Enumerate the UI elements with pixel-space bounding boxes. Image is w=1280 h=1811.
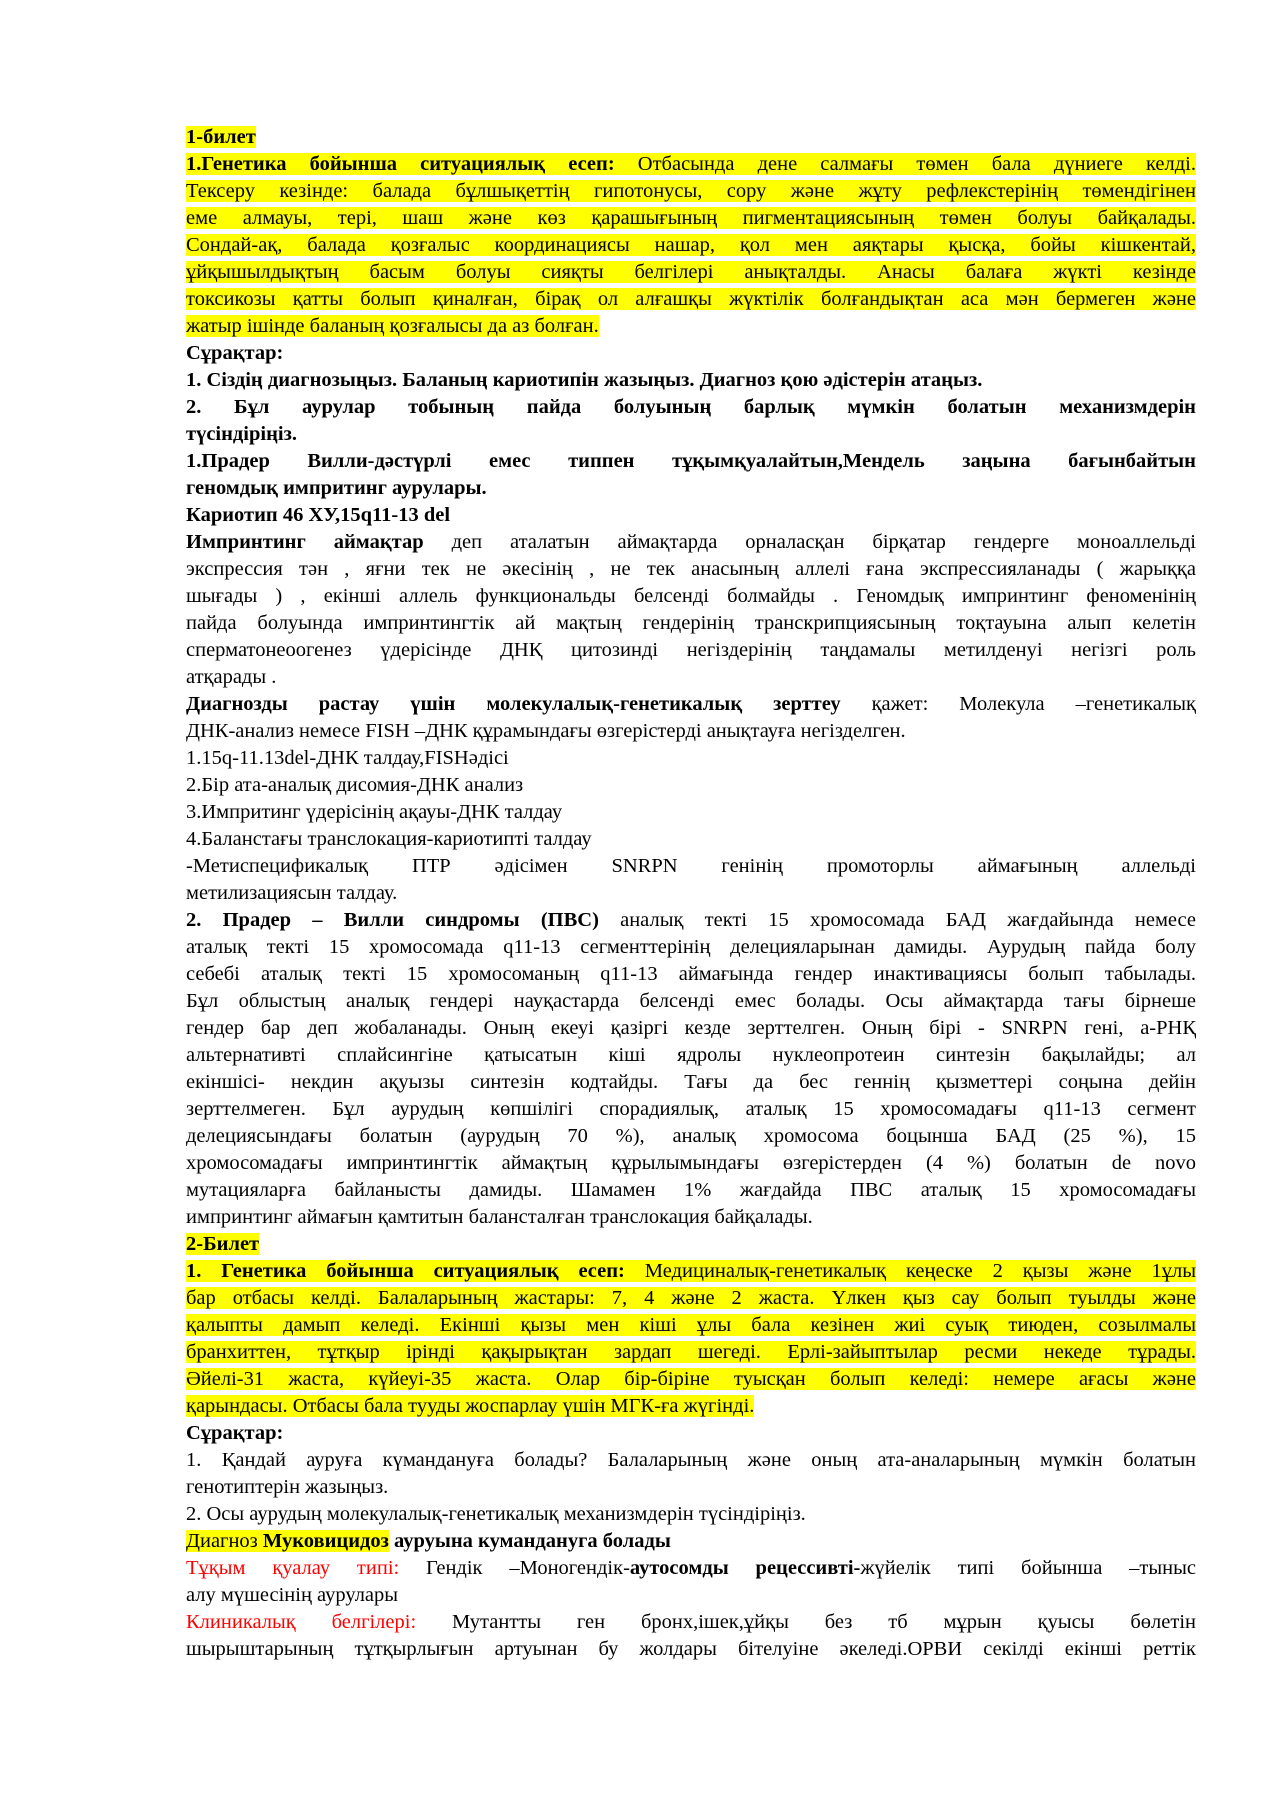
ticket1-question-line xyxy=(186,421,1196,448)
ticket2-task-line xyxy=(186,1366,1196,1393)
ticket2-diagnosis-disease: Муковицидоз xyxy=(262,1530,389,1552)
ticket1-karyotype-line xyxy=(186,502,1196,529)
ticket1-methyl-text: метилизациясын талдау. xyxy=(186,882,398,904)
ticket1-task-text: еме алмауы, тері, шаш және көз қарашығының пигментациясының төмен болуы байқалады. xyxy=(186,207,1196,229)
ticket1-imprinting-text: атқарады . xyxy=(186,666,277,688)
ticket1-title: 1-билет xyxy=(186,126,256,148)
ticket1-pws-line xyxy=(186,1069,1196,1096)
ticket1-questions-title-line xyxy=(186,340,1196,367)
ticket2-task-text: қарындасы. Отбасы бала тууды жоспарлау үшін МГК-ға жүгінді. xyxy=(186,1395,755,1417)
ticket2-question-line xyxy=(186,1501,1196,1528)
ticket2-task-text: бранхиттен, тұтқыр ірінді қақырықтан зардап шегеді. Ерлі-зайыптылар ресми некеде тұрады. xyxy=(186,1341,1196,1363)
ticket1-pws-line xyxy=(186,988,1196,1015)
ticket2-clinical-label: Клиникалық белгілері: xyxy=(186,1611,417,1633)
ticket2-title-line xyxy=(186,1231,1196,1258)
ticket1-pws-line xyxy=(186,1096,1196,1123)
ticket1-answer-heading-line xyxy=(186,448,1196,475)
ticket2-task-text: Әйелі-31 жаста, күйеуі-35 жаста. Олар бір-біріне туысқан болып келеді: немере ағасы және xyxy=(186,1368,1196,1390)
ticket1-diag-line xyxy=(186,718,1196,745)
ticket2-question: генотиптерін жазыңыз. xyxy=(186,1476,389,1498)
ticket2-questions-title-line xyxy=(186,1420,1196,1447)
ticket1-pws-line xyxy=(186,907,1196,934)
ticket1-imprinting-text: экспрессия тән , яғни тек не әкесінің , не тек анасының аллелі ғана экспрессияланады ( жарыққа xyxy=(186,558,1196,580)
ticket2-questions-title: Сұрақтар: xyxy=(186,1422,284,1444)
ticket1-diag-text: ДНК-анализ немесе FISH –ДНК құрамындағы өзгерістерді анықтауға негізделген. xyxy=(186,720,906,742)
ticket1-imprinting-line xyxy=(186,610,1196,637)
ticket1-task-line xyxy=(186,232,1196,259)
ticket2-question: 1. Қандай ауруға күмандануға болады? Балаларының және оның ата-аналарының мүмкін болатын xyxy=(186,1449,1196,1471)
ticket1-pws-text: себебі аталық текті 15 хромосоманың q11-13 аймағында гендер инактивациясы болып табылады. xyxy=(186,963,1196,985)
ticket1-imprinting-text: сперматонеоогенез үдерісінде ДНҚ цитозинді негіздерінің таңдамалы метилденуі негізгі роль xyxy=(186,639,1196,661)
ticket2-title: 2-Билет xyxy=(186,1233,260,1255)
ticket1-method-item xyxy=(186,772,1196,799)
ticket2-task-text: бар отбасы келді. Балаларының жастары: 7, 4 және 2 жаста. Үлкен қыз сау болып туылды және xyxy=(186,1287,1196,1309)
ticket2-clinical-line xyxy=(186,1609,1196,1636)
ticket1-question: 2. Бұл аурулар тобының пайда болуының барлық мүмкін болатын механизмдерін xyxy=(186,396,1196,418)
ticket1-method-item xyxy=(186,826,1196,853)
ticket2-clinical-text: Мутантты ген бронх,ішек,ұйқы без тб мұрын қуысы бөлетін xyxy=(416,1611,1196,1633)
ticket1-karyotype: Кариотип 46 ХУ,15q11-13 del xyxy=(186,504,451,526)
ticket1-question: 1. Сіздің диагнозыңыз. Баланың кариотипін жазыңыз. Диагноз қою әдістерін атаңыз. xyxy=(186,369,983,391)
ticket1-answer-heading: геномдық импритинг аурулары. xyxy=(186,477,487,499)
ticket1-imprinting-line xyxy=(186,664,1196,691)
ticket1-pws-line xyxy=(186,1204,1196,1231)
ticket1-method-item xyxy=(186,745,1196,772)
ticket1-diag-line xyxy=(186,691,1196,718)
ticket2-task-line xyxy=(186,1339,1196,1366)
ticket1-pws-text: екіншісі- некдин ақуызы синтезін кодтайды. Тағы да бес геннің қызметтері соңына дейін xyxy=(186,1071,1196,1093)
ticket1-pws-text: делециясындағы болатын (аурудың 70 %), аналық хромосома боцынша БАД (25 %), 15 xyxy=(186,1125,1196,1147)
ticket1-question-line xyxy=(186,394,1196,421)
ticket1-task-text: Сондай-ақ, балада қозғалыс координациясы нашар, қол мен аяқтары қысқа, бойы кішкентай, xyxy=(186,234,1196,256)
ticket2-inheritance-type: аутосомды рецессивті- xyxy=(629,1557,861,1579)
ticket1-pws-text: аталық текті 15 хромосомада q11-13 сегменттерінің делецияларынан дамиды. Аурудың пайда болу xyxy=(186,936,1196,958)
ticket1-method-item xyxy=(186,799,1196,826)
ticket1-task-line xyxy=(186,178,1196,205)
ticket2-clinical-line2: шырыштарының тұтқырлығын артуынан бу жолдары бітелуіне әкеледі.ОРВИ секілді екінші реттік xyxy=(186,1638,1196,1660)
ticket1-task-text: жатыр ішінде баланың қозғалысы да аз болған. xyxy=(186,315,599,337)
ticket2-question: 2. Осы аурудың молекулалық-генетикалық механизмдерін түсіндіріңіз. xyxy=(186,1503,806,1525)
ticket1-methyl-line xyxy=(186,880,1196,907)
ticket1-imprinting-line xyxy=(186,529,1196,556)
ticket1-pws-text: импринтинг аймағын қамтитын балансталған транслокация байқалады. xyxy=(186,1206,813,1228)
document-page xyxy=(186,124,1196,1663)
ticket2-question-line xyxy=(186,1474,1196,1501)
ticket1-pws-text: гендер бар деп жобаланады. Оның екеуі қазіргі кезде зерттелген. Оның бірі - SNRPN гені, а-РНҚ xyxy=(186,1017,1196,1039)
ticket1-pws-text: Бұл облыстың аналық гендері науқастарда белсенді емес болады. Осы аймақтарда тағы бірнеше xyxy=(186,990,1196,1012)
ticket2-inheritance-text: Гендік –Моногендік- xyxy=(399,1557,630,1579)
ticket1-pws-text: мутацияларға байланысты дамиды. Шамамен 1% жағдайда ПВС аталық 15 хромосомадағы xyxy=(186,1179,1196,1201)
ticket1-task-text: Тексеру кезінде: балада бұлшықеттің гипотонусы, сору және жұту рефлекстерінің төмендігінен xyxy=(186,180,1196,202)
ticket2-inheritance-label: Тұқым қуалау типі: xyxy=(186,1557,400,1579)
ticket1-task-text: токсикозы қатты болып қиналған, бірақ ол алғашқы жүктілік болғандықтан аса мән бермеген және xyxy=(186,288,1196,310)
ticket2-diagnosis-prefix: Диагноз xyxy=(186,1530,263,1552)
ticket1-title-line xyxy=(186,124,1196,151)
ticket2-task-heading: 1. Генетика бойынша ситуациялық есеп: xyxy=(186,1260,625,1282)
ticket1-pws-line xyxy=(186,1150,1196,1177)
ticket1-method-text: 1.15q-11.13del-ДНК талдау,FISHәдісі xyxy=(186,747,509,769)
ticket1-method-text: 3.Импритинг үдерісінің ақауы-ДНК талдау xyxy=(186,801,563,823)
ticket1-method-text: 4.Баланстағы транслокация-кариотипті талдау xyxy=(186,828,592,850)
ticket2-inheritance-line xyxy=(186,1555,1196,1582)
ticket2-task-line xyxy=(186,1285,1196,1312)
ticket1-pws-heading: 2. Прадер – Вилли синдромы (ПВС) xyxy=(186,909,599,931)
ticket2-inheritance-line xyxy=(186,1582,1196,1609)
ticket1-pws-line xyxy=(186,1177,1196,1204)
ticket1-pws-text: аналық текті 15 хромосомада БАД жағдайында немесе xyxy=(598,909,1196,931)
ticket1-question: түсіндіріңіз. xyxy=(186,423,297,445)
ticket2-diagnosis-suffix: ауруына куманданугa болады xyxy=(388,1530,671,1552)
ticket1-diag-text: қажет: Молекула –генетикалық xyxy=(840,693,1196,715)
ticket1-methyl-line xyxy=(186,853,1196,880)
ticket1-answer-heading: 1.Прадер Вилли-дәстүрлі емес типпен тұқымқуалайтын,Мендель заңына бағынбайтын xyxy=(186,450,1196,472)
ticket1-pws-line xyxy=(186,1042,1196,1069)
ticket1-imprinting-line xyxy=(186,583,1196,610)
ticket1-pws-line xyxy=(186,1015,1196,1042)
ticket1-method-text: 2.Бір ата-аналық дисомия-ДНК анализ xyxy=(186,774,524,796)
ticket1-task-line xyxy=(186,286,1196,313)
ticket1-pws-text: зерттелмеген. Бұл аурудың көпшілігі спорадиялық, аталық 15 хромосомадағы q11-13 сегмент xyxy=(186,1098,1196,1120)
ticket1-pws-line xyxy=(186,934,1196,961)
ticket1-imprinting-text: шығады ) , екінші аллель функциональды белсенді болмайды . Геномдық импринтинг феноменінің xyxy=(186,585,1196,607)
ticket1-task-heading: 1.Генетика бойынша ситуациялық есеп: xyxy=(186,153,615,175)
ticket2-clinical-line xyxy=(186,1636,1196,1663)
ticket2-task-line xyxy=(186,1393,1196,1420)
ticket1-pws-line xyxy=(186,1123,1196,1150)
ticket1-questions-title: Сұрақтар: xyxy=(186,342,284,364)
ticket1-task-line xyxy=(186,151,1196,178)
ticket1-methyl-text: -Метиспецификалық ПТР әдісімен SNRPN генінің промоторлы аймағының аллельді xyxy=(186,855,1196,877)
ticket1-imprinting-line xyxy=(186,637,1196,664)
ticket1-question-line xyxy=(186,367,1196,394)
ticket2-question-line xyxy=(186,1447,1196,1474)
ticket1-task-line xyxy=(186,205,1196,232)
ticket1-task-line xyxy=(186,313,1196,340)
ticket1-pws-text: хромосомадағы импринтингтік аймақтың құрылымындағы өзгерістерден (4 %) болатын de novo xyxy=(186,1152,1196,1174)
ticket1-imprinting-term: Импринтинг аймақтар xyxy=(186,531,424,553)
ticket1-task-text: ұйқышылдықтың басым болуы сияқты белгілері анықталды. Анасы балаға жүкті кезінде xyxy=(186,261,1196,283)
ticket1-imprinting-line xyxy=(186,556,1196,583)
ticket1-answer-heading-line xyxy=(186,475,1196,502)
ticket2-task-text: Медициналық-генетикалық кеңеске 2 қызы және 1ұлы xyxy=(624,1260,1196,1282)
ticket1-diag-heading: Диагнозды растау үшін молекулалық-генетикалық зерттеу xyxy=(186,693,841,715)
ticket2-task-text: қалыпты дамып келеді. Екінші қызы мен кіші ұлы бала кезінен жиі суық тиюден, созылмалы xyxy=(186,1314,1196,1336)
ticket1-imprinting-text: пайда болуында импринтингтік ай мақтың гендерінің транскрипциясының тоқтауына алып келетін xyxy=(186,612,1196,634)
ticket2-task-line xyxy=(186,1258,1196,1285)
ticket2-task-line xyxy=(186,1312,1196,1339)
ticket1-pws-text: альтернативті сплайсингіне қатысатын кіші ядролы нуклеопротеин синтезін бақылайды; ал xyxy=(186,1044,1196,1066)
ticket2-diagnosis-line xyxy=(186,1528,1196,1555)
ticket1-task-line xyxy=(186,259,1196,286)
ticket1-pws-line xyxy=(186,961,1196,988)
ticket2-inheritance-text2: жүйелік типі бойынша –тыныс xyxy=(860,1557,1196,1579)
ticket2-inheritance-line2: алу мүшесінің аурулары xyxy=(186,1584,399,1606)
ticket1-imprinting-text: деп аталатын аймақтарда орналасқан бірқатар гендерге моноаллельді xyxy=(423,531,1196,553)
ticket1-task-text: Отбасында дене салмағы төмен бала дүниеге келді. xyxy=(614,153,1196,175)
